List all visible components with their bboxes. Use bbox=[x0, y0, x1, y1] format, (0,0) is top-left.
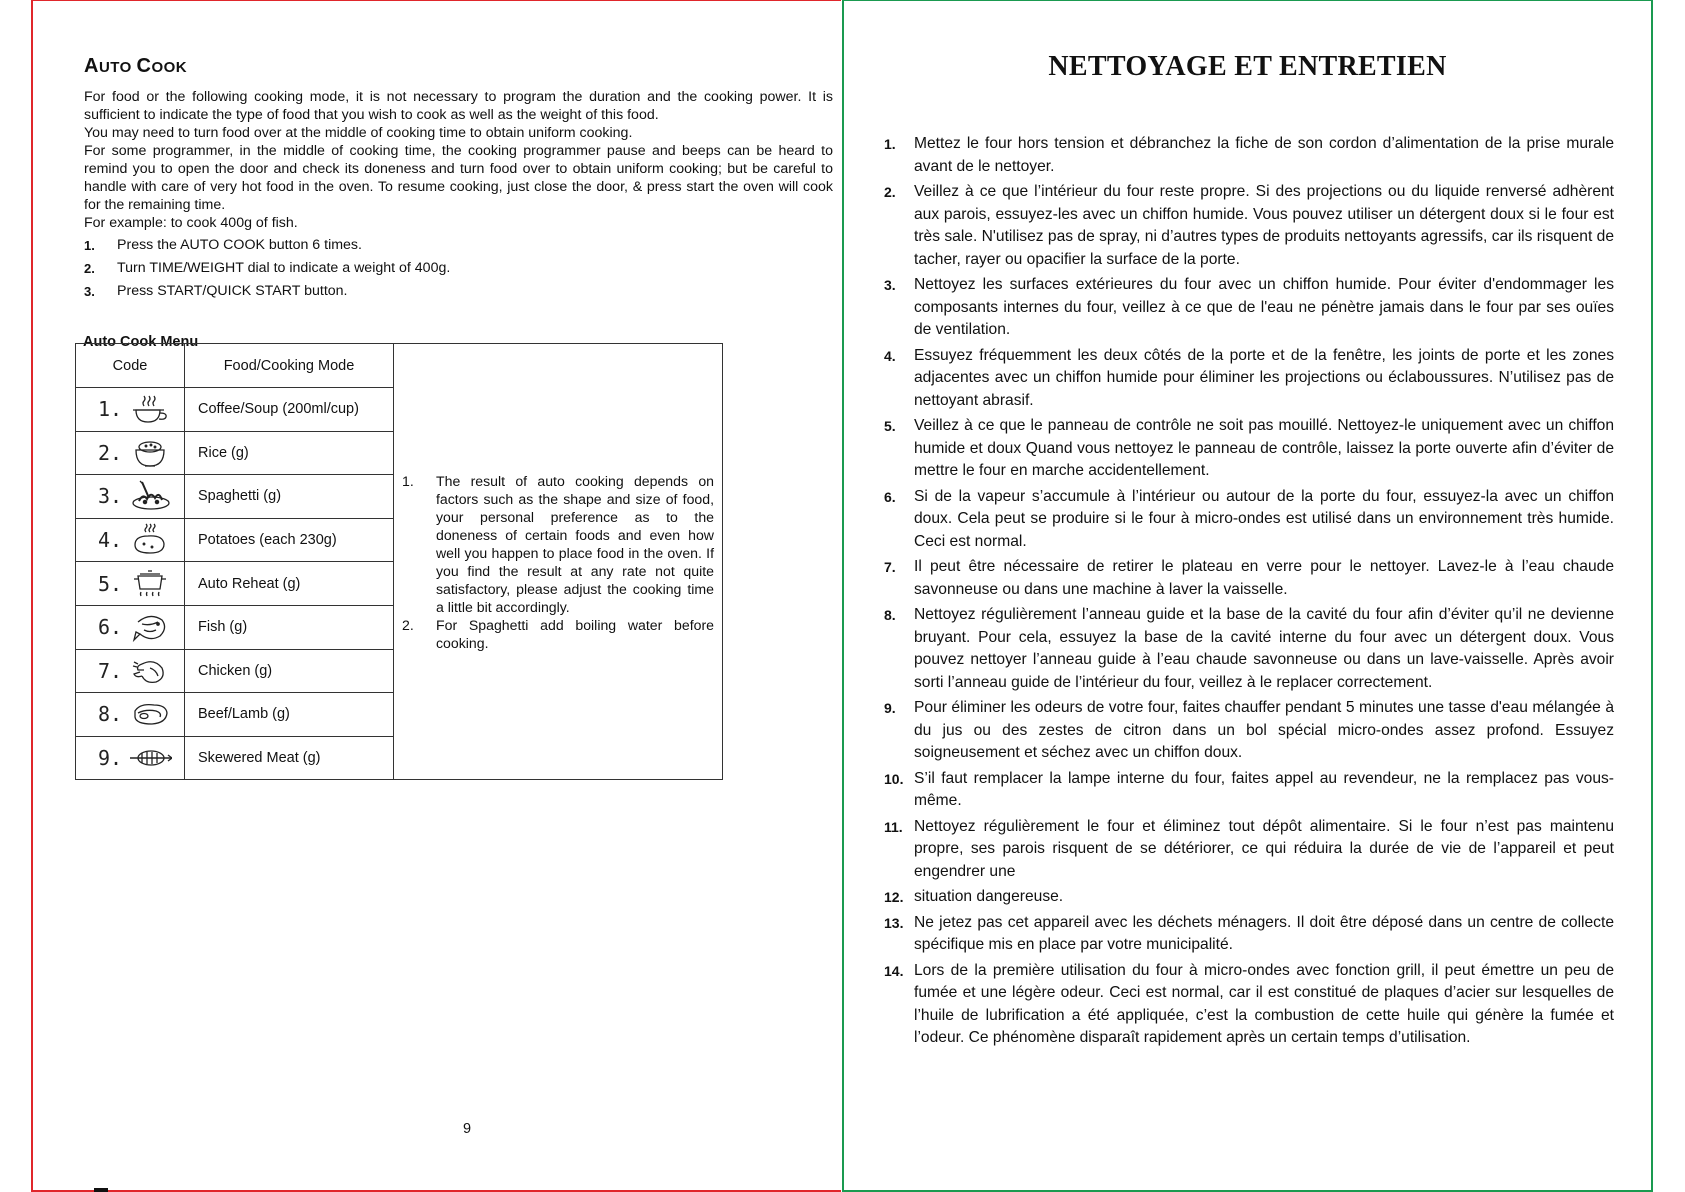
list-item: 2. Turn TIME/WEIGHT dial to indicate a weight of 400g. bbox=[84, 260, 451, 276]
right-page bbox=[842, 0, 1653, 1192]
code-number: 2. bbox=[98, 440, 123, 465]
food-mode: Auto Reheat (g) bbox=[185, 562, 394, 606]
food-mode: Skewered Meat (g) bbox=[185, 736, 394, 780]
intro-paragraph: For some programmer, in the middle of cooking time, the cooking programmer pause and beeps can be heard to remind you to open the door and check its doneness and turn food over to obtain uniform cooking; but be careful to handle with care of very hot food in the oven. To resume cooking, just close the door, & press start the oven will cook for the remaining time. bbox=[84, 143, 833, 213]
list-item: 2. Veillez à ce que l’intérieur du four reste propre. Si des projections ou du liquide renversé adhèrent aux parois, essuyez-les avec un chiffon humide. Vous pouvez utiliser un détergent doux si le four est très sale. N'utilisez pas de spray, ni d’autres types de produits nettoyants agressifs, car ils risquent de tacher, rayer ou opacifier la surface de la porte. bbox=[884, 183, 1614, 268]
code-number: 8. bbox=[98, 702, 123, 727]
list-item: 1. Mettez le four hors tension et débranchez la fiche de son cordon d’alimentation de la prise murale avant de le nettoyer. bbox=[884, 135, 1614, 175]
list-item: 9. Pour éliminer les odeurs de votre four, faites chauffer pendant 5 minutes une tasse d'eau mélangée à du jus ou des zestes de citron dans un bol spécial micro-ondes assez profond. Essuyez soigneusement et séchez avec un chiffon doux. bbox=[884, 699, 1614, 761]
page-number: 9 bbox=[463, 1121, 472, 1137]
code-column-header: Code bbox=[76, 344, 185, 388]
skewer-icon bbox=[130, 741, 172, 775]
auto-cook-menu-table bbox=[75, 343, 723, 780]
intro-paragraph: For food or the following cooking mode, it is not necessary to program the duration and the cooking power. It is sufficient to indicate the type of food that you wish to cook as well as the weight of this food. bbox=[84, 89, 833, 123]
fish-icon bbox=[130, 610, 172, 644]
pot-reheat-icon bbox=[130, 567, 172, 601]
list-item: 6. Si de la vapeur s’accumule à l’intérieur ou autour de la porte du four, essuyez-la avec un chiffon doux. Cela peut se produire si le four à micro-ondes est utilisé dans un environnement très humide. Ceci est normal. bbox=[884, 487, 1614, 550]
notes-cell bbox=[394, 344, 723, 780]
cleaning-instructions bbox=[884, 133, 1614, 1053]
list-item: 5. Veillez à ce que le panneau de contrôle ne soit pas mouillé. Nettoyez-le uniquement avec un chiffon humide et doux Quand vous nettoyez le panneau de contrôle, laissez la porte ouverte afin d’éviter de mettre le four en marche accidentellement. bbox=[884, 417, 1614, 479]
code-number: 5. bbox=[98, 571, 123, 596]
auto-cook-heading: AUTO COOK bbox=[84, 55, 188, 77]
code-number: 1. bbox=[98, 397, 123, 422]
auto-cook-menu-title: Auto Cook Menu bbox=[83, 334, 199, 350]
food-column-header: Food/Cooking Mode bbox=[185, 344, 394, 388]
list-item: 14. Lors de la première utilisation du four à micro-ondes avec fonction grill, il peut émettre un peu de fumée et une légère odeur. Ceci est normal, car il est constitué de plaques d’acier sur lesquelles de l’huile de lubrification a été appliquée, c’est la combustion de cette huile qui génère la fumée et l’odeur. Ce phénomène disparaît rapidement après un certain temps d’utilisation. bbox=[884, 961, 1614, 1046]
auto-cook-intro bbox=[84, 88, 833, 232]
list-item: 12. situation dangereuse. bbox=[884, 888, 1064, 905]
coffee-cup-icon bbox=[130, 392, 172, 426]
list-item: 7. Il peut être nécessaire de retirer le plateau en verre pour le nettoyer. Lavez-le à l’eau chaude savonneuse ou dans une machine à laver la vaisselle. bbox=[884, 558, 1614, 598]
food-mode: Chicken (g) bbox=[185, 649, 394, 693]
list-item: 3. Nettoyez les surfaces extérieures du four avec un chiffon humide. Pour éviter d'endommager les composants internes du four, veillez à ce que de l'eau ne pénètre jamais dans le four par ses ouïes de ventilation. bbox=[884, 276, 1614, 338]
list-item: 8. Nettoyez régulièrement l’anneau guide et la base de la cavité du four afin d’éviter qu’il ne devienne bruyant. Pour cela, essuyez la base de la cavité interne du four avec un détergent doux. Vous pouvez nettoyer l’anneau guide à l’eau chaude savonneuse ou dans un lave-vaisselle. Après avoir sorti l’anneau guide de l’intérieur du four, veillez à le replacer correctement. bbox=[884, 606, 1614, 691]
table-header-row bbox=[76, 344, 723, 388]
cleaning-heading: NETTOYAGE ET ENTRETIEN bbox=[1048, 51, 1447, 82]
left-page bbox=[31, 0, 841, 1192]
list-item: 1. The result of auto cooking depends on factors such as the shape and size of food, your personal preference as to the doneness of certain foods and even how well you happen to place food in the oven. If you find the result at any rate not quite satisfactory, please adjust the cooking time a little bit accordingly. bbox=[402, 472, 714, 615]
intro-paragraph: For example: to cook 400g of fish. bbox=[84, 215, 298, 231]
food-mode: Spaghetti (g) bbox=[185, 475, 394, 519]
food-mode: Potatoes (each 230g) bbox=[185, 518, 394, 562]
potato-icon bbox=[130, 523, 172, 557]
list-item: 10. S’il faut remplacer la lampe interne du four, faites appel au revendeur, ne la remplacez pas vous-même. bbox=[884, 769, 1614, 809]
crop-mark bbox=[94, 1188, 108, 1192]
list-item: 1. Press the AUTO COOK button 6 times. bbox=[84, 237, 362, 253]
code-number: 7. bbox=[98, 658, 123, 683]
food-mode: Beef/Lamb (g) bbox=[185, 693, 394, 737]
list-item: 13. Ne jetez pas cet appareil avec les déchets ménagers. Il doit être déposé dans un centre de collecte spécifique mis en place par votre municipalité. bbox=[884, 913, 1614, 953]
code-number: 6. bbox=[98, 615, 123, 640]
code-number: 3. bbox=[98, 484, 123, 509]
example-steps bbox=[84, 234, 833, 303]
auto-cook-section bbox=[84, 55, 833, 350]
intro-paragraph: You may need to turn food over at the middle of cooking time to obtain uniform cooking. bbox=[84, 125, 633, 141]
food-mode: Fish (g) bbox=[185, 605, 394, 649]
code-number: 4. bbox=[98, 528, 123, 553]
chicken-icon bbox=[130, 654, 172, 688]
beef-icon bbox=[130, 697, 172, 731]
rice-bowl-icon bbox=[130, 436, 172, 470]
list-item: 2. For Spaghetti add boiling water before cooking. bbox=[402, 616, 714, 651]
food-mode: Coffee/Soup (200ml/cup) bbox=[185, 388, 394, 432]
list-item: 3. Press START/QUICK START button. bbox=[84, 283, 348, 299]
notes-list bbox=[402, 472, 714, 652]
food-mode: Rice (g) bbox=[185, 431, 394, 475]
code-number: 9. bbox=[98, 746, 123, 771]
spaghetti-plate-icon bbox=[130, 479, 172, 513]
list-item: 4. Essuyez fréquemment les deux côtés de la porte et de la fenêtre, les joints de porte et les zones adjacentes avec un chiffon humide pour éliminer les projections ou éclaboussures. N’utilisez pas de nettoyant abrasif. bbox=[884, 346, 1614, 409]
list-item: 11. Nettoyez régulièrement le four et éliminez tout dépôt alimentaire. Si le four n’est pas maintenu propre, ses parois risquent de se détériorer, ce qui réduira la durée de vie de l’appareil et peut engendrer une bbox=[884, 817, 1614, 880]
